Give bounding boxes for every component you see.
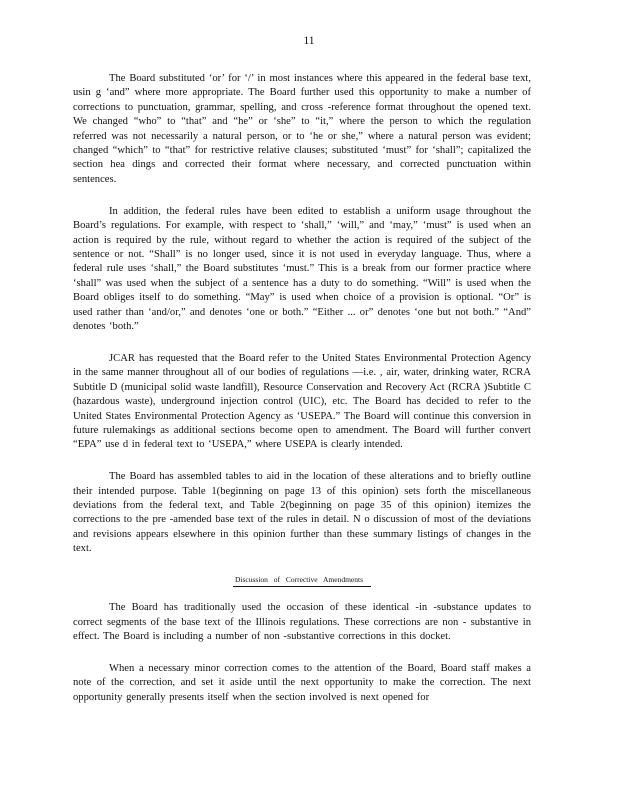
section-heading <box>73 574 531 587</box>
document-body <box>73 72 531 723</box>
paragraph-tables: The Board has assembled tables to aid in the location of these alterations and to briefly outline their intended purpose. Table 1(beginning on page 13 of this opinion) sets forth the miscellaneous deviations from the federal text, and Table 2(beginning on page 35 of this opinion) itemizes the corrections to the pre -amended base text of the rules in detail. N o discussion of most of the deviations and revisions appears elsewhere in this opinion further than these summary listings of changes in the text. <box>73 471 531 555</box>
paragraph-jcar-usepa: JCAR has requested that the Board refer to the United States Environmental Protection Agency in the same manner throughout all of our bodies of regulations —i.e. , air, water, drinking water, RCRA Subtitle D (municipal solid waste landfill), Resource Conservation and Recovery Act (RCRA )Subtitle C (hazardous waste), underground injection control (UIC), etc. The Board has decided to refer to the United States Environmental Protection Agency as ‘USEPA.” The Board will continue this conversion in future rulemakings as additional sections become open to amendment. The Board will further convert “EPA” use d in federal text to ‘USEPA,” where USEPA is clearly intended. <box>73 352 531 451</box>
page-number: 11 <box>303 35 315 47</box>
section-heading-text: Discussion of Corrective Amendments <box>233 574 371 587</box>
paragraph-corrections: The Board has traditionally used the occasion of these identical -in -substance updates to correct segments of the base text of the Illinois regulations. These corrections are non - substantive in effect. The Board is including a number of non -substantive corrections in this docket. <box>73 602 531 642</box>
paragraph-minor-correction: When a necessary minor correction comes to the attention of the Board, Board staff makes a note of the correction, and set it aside until the next opportunity to make the correction. The next opportunity generally presents itself when the section involved is next opened for <box>73 662 531 703</box>
paragraph-uniform-usage: In addition, the federal rules have been edited to establish a uniform usage throughout the Board’s regulations. For example, with respect to ‘shall,” ‘will,” and ‘may,” ‘must” is used when an action is required by the rule, without regard to whether the action is required of the subject of the sentence or not. “Shall” is no longer used, since it is not used in everyday language. Thus, where a federal rule uses ‘shall,” the Board substitutes ‘must.” This is a break from our former practice where ‘shall” was used when the subject of a sentence has a duty to do something. “Will” is used when the Board obliges itself to do something. “May” is used when choice of a provision is optional. “Or” is used rather than ‘and/or,” and denotes ‘one or both.” “Either ... or” denotes ‘one but not both.” “And” denotes ‘both.” <box>73 205 531 332</box>
paragraph-substitutions: The Board substituted ‘or’ for ‘/’ in most instances where this appeared in the federal base text, usin g ‘and” where more appropriate. The Board further used this opportunity to make a number of corrections to punctuation, grammar, spelling, and cross -reference format throughout the opened text. We changed “who” to “that” and “he” or ‘she” to “it,” where the person to which the regulation referred was not necessarily a natural person, or to ‘he or she,” where a natural person was evident; changed “which” to “that” for restrictive relative clauses; substituted ‘must” for ‘shall”; capitalized the section hea dings and corrected their format where necessary, and corrected punctuation within sentences. <box>73 73 531 185</box>
